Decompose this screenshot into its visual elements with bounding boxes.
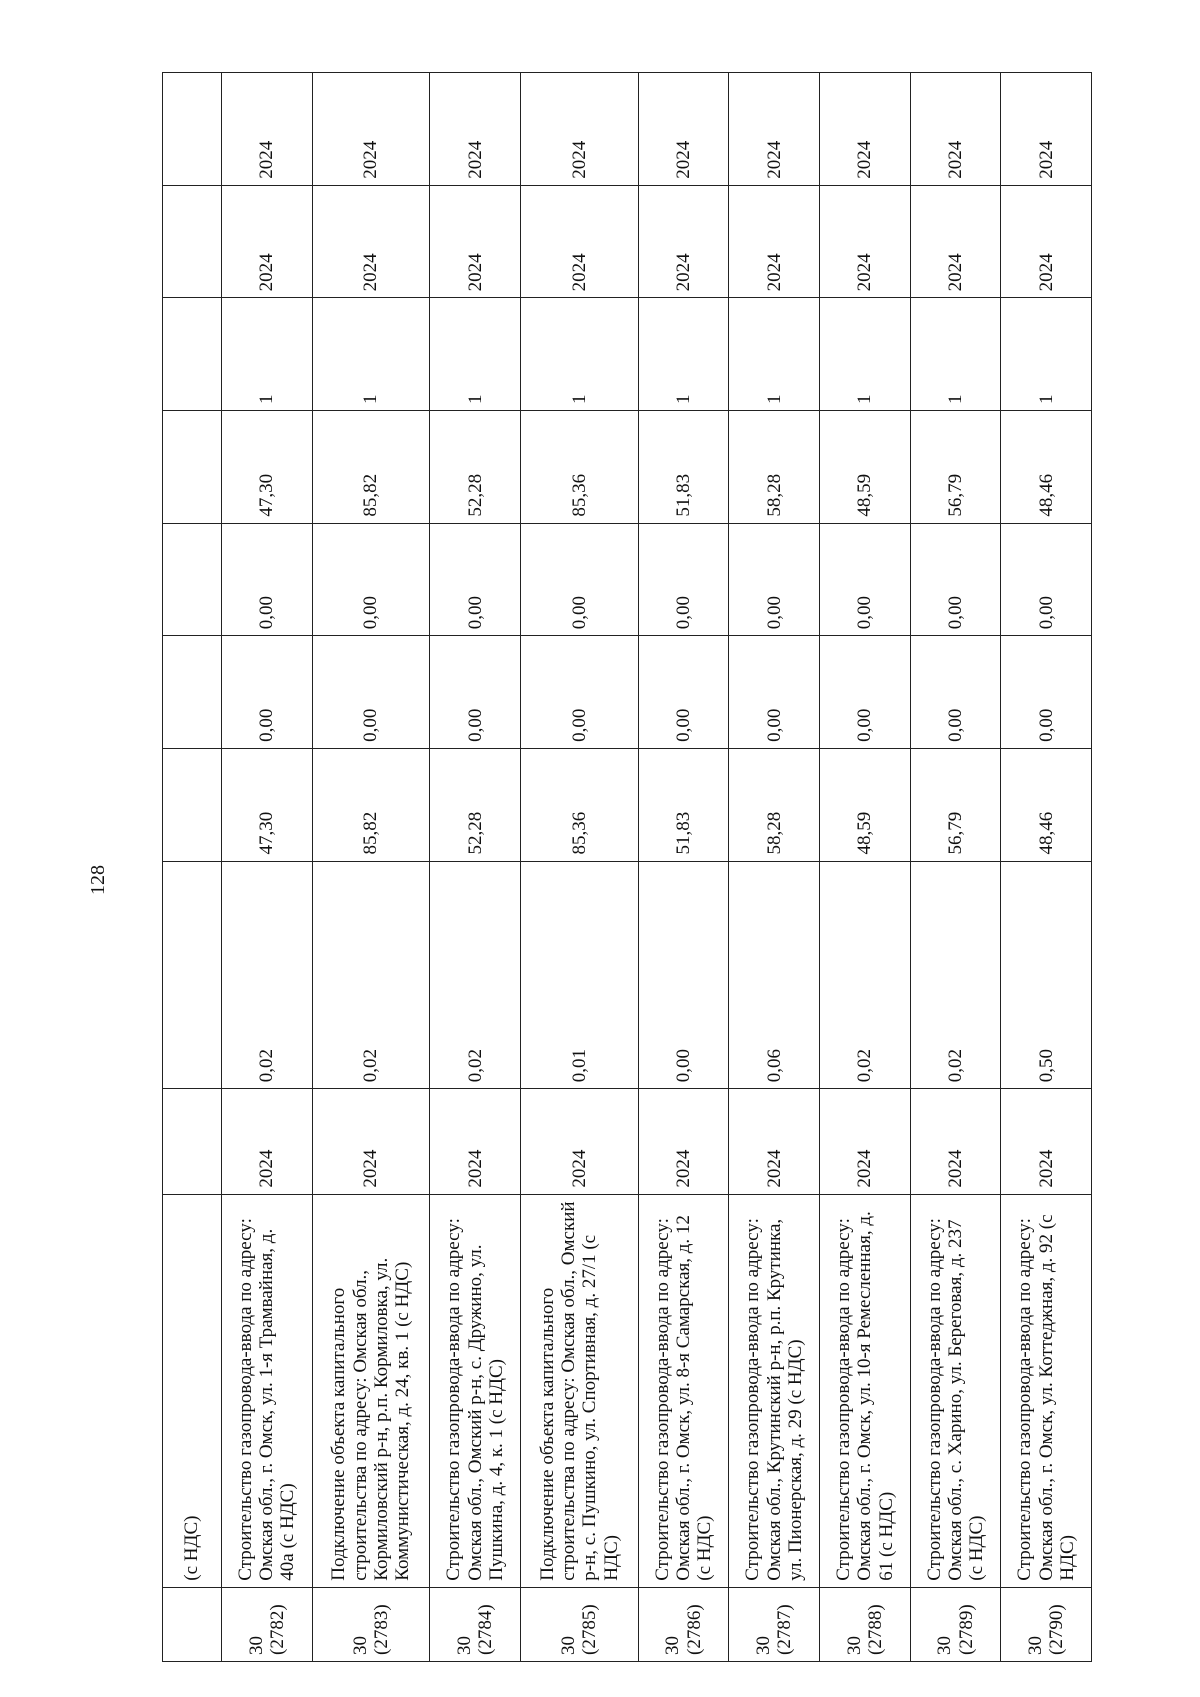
cell-value-1: 0,50 [1001,861,1092,1089]
cell-year-3: 2024 [820,73,911,186]
cell-value-3: 0,00 [222,636,313,749]
cell-year-start: 2024 [312,1089,430,1194]
cell-value-5: 48,46 [1001,410,1092,523]
row-description: Подключение объекта капитального строительства по адресу: Омская обл., Омский р-н, с. Пушкино, ул. Спортивная, д. 27/1 (с НДС) [521,1194,639,1587]
table-row [312,73,430,1662]
row-number-value: 30 [934,1636,956,1655]
cell-value-1: 0,02 [820,861,911,1089]
cell-value-1: 0,01 [521,861,639,1089]
row-number-value: 30 [753,1636,775,1655]
cell-value-2: 52,28 [430,748,521,861]
row-number-value: 30 [453,1636,475,1655]
cell-value-3: 0,00 [1001,636,1092,749]
row-code-value: (2787) [774,1604,796,1655]
cell-value-2: 47,30 [222,748,313,861]
cell-empty [163,73,222,186]
cell-value-2: 51,83 [638,748,729,861]
table-row [729,73,820,1662]
cell-empty [163,298,222,411]
row-code-value: (2789) [955,1604,977,1655]
cell-value-1: 0,02 [222,861,313,1089]
cell-value-5: 56,79 [910,410,1001,523]
cell-empty [163,1587,222,1661]
row-description: Строительство газопровода-ввода по адресу: Омская обл., г. Омск, ул. 1-я Трамвайная, д. 40а (с НДС) [222,1194,313,1587]
cell-value-4: 0,00 [820,523,911,636]
cell-value-5: 51,83 [638,410,729,523]
cell-value-5: 47,30 [222,410,313,523]
row-number [1001,1587,1092,1661]
table-row [638,73,729,1662]
cell-year-2: 2024 [910,185,1001,298]
row-number [430,1587,521,1661]
row-number [312,1587,430,1661]
cell-year-3: 2024 [729,73,820,186]
cell-value-3: 0,00 [638,636,729,749]
cell-year-start: 2024 [521,1089,639,1194]
cell-value-6: 1 [222,298,313,411]
cell-year-2: 2024 [820,185,911,298]
cell-year-2: 2024 [312,185,430,298]
cell-year-3: 2024 [430,73,521,186]
cell-year-start: 2024 [1001,1089,1092,1194]
row-code-value: (2790) [1046,1604,1068,1655]
cell-value-4: 0,00 [222,523,313,636]
cell-year-2: 2024 [222,185,313,298]
cell-value-3: 0,00 [729,636,820,749]
cell-value-4: 0,00 [1001,523,1092,636]
cell-value-5: 52,28 [430,410,521,523]
cell-value-4: 0,00 [521,523,639,636]
cell-value-1: 0,02 [430,861,521,1089]
cell-value-5: 85,36 [521,410,639,523]
cell-year-2: 2024 [1001,185,1092,298]
cell-value-1: 0,02 [910,861,1001,1089]
cell-empty [163,1089,222,1194]
cell-value-5: 85,82 [312,410,430,523]
rotated-table-wrapper [162,72,1092,1662]
row-code-value: (2786) [683,1604,705,1655]
row-description: Подключение объекта капитального строительства по адресу: Омская обл., Кормиловский р-н, р.п. Кормиловка, ул. Коммунистическая, д. 24, кв. 1 (с НДС) [312,1194,430,1587]
cell-empty [163,523,222,636]
cell-year-3: 2024 [521,73,639,186]
cell-empty [163,185,222,298]
cell-year-start: 2024 [222,1089,313,1194]
row-number-value: 30 [558,1636,580,1655]
cell-value-6: 1 [312,298,430,411]
row-code-value: (2782) [266,1604,288,1655]
table-row [910,73,1001,1662]
cell-value-6: 1 [729,298,820,411]
cell-year-start: 2024 [430,1089,521,1194]
row-description: Строительство газопровода-ввода по адресу: Омская обл., с. Харино, ул. Береговая, д. 237 (с НДС) [910,1194,1001,1587]
cell-value-5: 58,28 [729,410,820,523]
cell-value-5: 48,59 [820,410,911,523]
cell-value-4: 0,00 [638,523,729,636]
cell-empty [163,861,222,1089]
cell-value-2: 85,36 [521,748,639,861]
row-code-value: (2783) [371,1604,393,1655]
cell-value-3: 0,00 [910,636,1001,749]
cell-value-6: 1 [638,298,729,411]
cell-value-2: 48,59 [820,748,911,861]
table-row [222,73,313,1662]
row-number-value: 30 [1024,1636,1046,1655]
row-number-value: 30 [843,1636,865,1655]
cell-value-3: 0,00 [521,636,639,749]
cell-value-3: 0,00 [312,636,430,749]
cell-value-6: 1 [430,298,521,411]
row-description: Строительство газопровода-ввода по адресу: Омская обл., Крутинский р-н, р.п. Крутинка, ул. Пионерская, д. 29 (с НДС) [729,1194,820,1587]
table-row [430,73,521,1662]
cell-year-start: 2024 [910,1089,1001,1194]
cell-value-6: 1 [1001,298,1092,411]
cell-value-6: 1 [521,298,639,411]
cell-value-4: 0,00 [729,523,820,636]
cell-value-2: 58,28 [729,748,820,861]
cell-value-4: 0,00 [910,523,1001,636]
cell-value-4: 0,00 [430,523,521,636]
row-number [910,1587,1001,1661]
row-number-value: 30 [245,1636,267,1655]
cell-empty [163,410,222,523]
row-number-value: 30 [349,1636,371,1655]
row-code-value: (2788) [864,1604,886,1655]
table-row [1001,73,1092,1662]
continuation-row [163,73,222,1662]
row-number [729,1587,820,1661]
row-description: Строительство газопровода-ввода по адресу: Омская обл., Омский р-н, с. Дружино, ул. Пушкина, д. 4, к. 1 (с НДС) [430,1194,521,1587]
cell-value-2: 85,82 [312,748,430,861]
cell-year-start: 2024 [729,1089,820,1194]
row-number [521,1587,639,1661]
cell-year-3: 2024 [910,73,1001,186]
continuation-text: (с НДС) [163,1194,222,1587]
cell-value-6: 1 [820,298,911,411]
cell-year-3: 2024 [1001,73,1092,186]
row-number [222,1587,313,1661]
cell-value-6: 1 [910,298,1001,411]
cell-value-1: 0,06 [729,861,820,1089]
table-row [521,73,639,1662]
cell-value-3: 0,00 [820,636,911,749]
page-number: 128 [87,865,109,895]
cell-year-start: 2024 [638,1089,729,1194]
row-number [638,1587,729,1661]
cell-year-2: 2024 [729,185,820,298]
row-number-value: 30 [662,1636,684,1655]
investment-table [162,72,1092,1662]
row-description: Строительство газопровода-ввода по адресу: Омская обл., г. Омск, ул. 8-я Самарская, д. 12 (с НДС) [638,1194,729,1587]
cell-year-3: 2024 [638,73,729,186]
cell-empty [163,748,222,861]
cell-value-4: 0,00 [312,523,430,636]
cell-year-2: 2024 [521,185,639,298]
cell-value-1: 0,02 [312,861,430,1089]
cell-year-2: 2024 [430,185,521,298]
row-code-value: (2785) [579,1604,601,1655]
cell-value-2: 48,46 [1001,748,1092,861]
cell-year-3: 2024 [312,73,430,186]
cell-value-1: 0,00 [638,861,729,1089]
cell-value-2: 56,79 [910,748,1001,861]
table-row [820,73,911,1662]
row-description: Строительство газопровода-ввода по адресу: Омская обл., г. Омск, ул. 10-я Ремесленная, д. 61 (с НДС) [820,1194,911,1587]
cell-year-start: 2024 [820,1089,911,1194]
cell-year-3: 2024 [222,73,313,186]
row-number [820,1587,911,1661]
cell-value-3: 0,00 [430,636,521,749]
row-description: Строительство газопровода-ввода по адресу: Омская обл., г. Омск, ул. Коттеджная, д. 92 (с НДС) [1001,1194,1092,1587]
table-body [163,73,1092,1662]
cell-empty [163,636,222,749]
row-code-value: (2784) [475,1604,497,1655]
cell-year-2: 2024 [638,185,729,298]
